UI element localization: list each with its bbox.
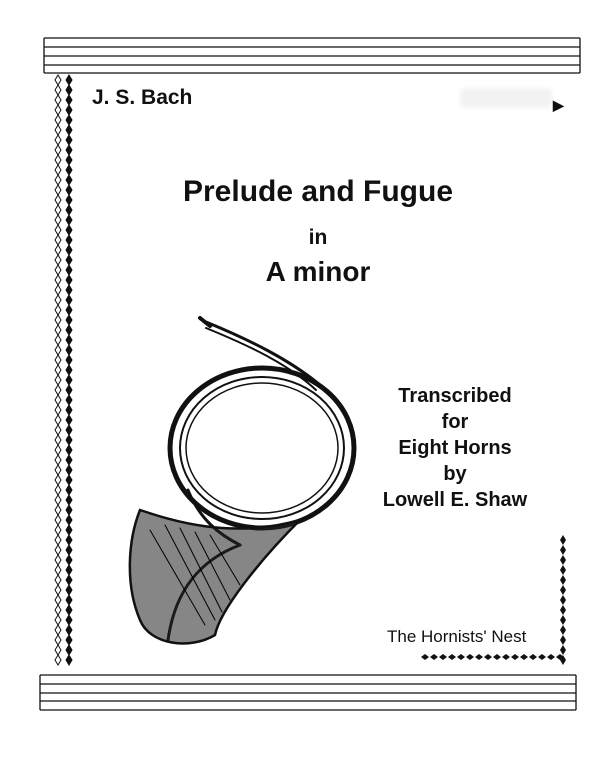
diamond-ornament [560,625,566,635]
diamond-ornament [66,475,72,485]
key-signature: A minor [265,256,371,287]
diamond-ornament [66,135,72,145]
diamond-ornament [560,575,566,585]
diamond-ornament [55,425,61,435]
diamond-ornament [55,85,61,95]
diamond-ornament [55,465,61,475]
diamond-ornament [475,654,483,660]
publisher-name: The Hornists' Nest [387,627,527,646]
diamond-ornament [66,305,72,315]
diamond-ornament [55,215,61,225]
diamond-ornament [55,385,61,395]
diamond-ornament [55,505,61,515]
diamond-ornament [55,355,61,365]
arranger-name: Lowell E. Shaw [382,489,528,511]
diamond-ornament [66,375,72,385]
diamond-ornament [493,654,501,660]
diamond-ornament [66,635,72,645]
diamond-ornament [66,75,72,85]
diamond-ornament [66,445,72,455]
diamond-ornament [560,605,566,615]
diamond-ornament [66,165,72,175]
diamond-ornament [55,515,61,525]
diamond-ornament [66,645,72,655]
diamond-ornament [66,365,72,375]
diamond-ornament [66,125,72,135]
diamond-ornament [66,395,72,405]
diamond-ornament [55,635,61,645]
bottom-diamond-border [421,654,564,660]
diamond-ornament [66,625,72,635]
diamond-ornament [55,495,61,505]
diamond-ornament [55,485,61,495]
diamond-ornament [448,654,456,660]
diamond-ornament [502,654,510,660]
diamond-ornament [66,345,72,355]
diamond-ornament [66,615,72,625]
french-horn-icon [130,318,354,643]
diamond-ornament [55,295,61,305]
diamond-ornament [457,654,465,660]
diamond-ornament [66,605,72,615]
diamond-ornament [560,635,566,645]
diamond-ornament [55,615,61,625]
diamond-ornament [66,495,72,505]
diamond-ornament [66,155,72,165]
diamond-ornament [66,555,72,565]
title-connector: in [308,226,328,249]
diamond-ornament [66,355,72,365]
credit-line: by [443,463,467,485]
diamond-ornament [66,485,72,495]
diamond-ornament [55,545,61,555]
diamond-ornament [560,535,566,545]
diamond-ornament [55,325,61,335]
diamond-ornament [55,115,61,125]
diamond-ornament [430,654,438,660]
diamond-ornament [55,305,61,315]
diamond-ornament [484,654,492,660]
diamond-ornament [66,515,72,525]
diamond-ornament [66,585,72,595]
diamond-ornament [66,95,72,105]
diamond-ornament [55,565,61,575]
diamond-ornament [55,75,61,85]
diamond-ornament [66,565,72,575]
page-title: Prelude and Fugue [182,175,454,208]
diamond-ornament [560,565,566,575]
diamond-ornament [55,105,61,115]
diamond-ornament [66,545,72,555]
diamond-ornament [66,575,72,585]
diamond-ornament [560,585,566,595]
diamond-ornament [560,615,566,625]
diamond-ornament [66,105,72,115]
diamond-ornament [66,405,72,415]
diamond-ornament [55,625,61,635]
diamond-ornament [55,375,61,385]
diamond-ornament [560,645,566,655]
diamond-ornament [55,605,61,615]
diamond-ornament [55,135,61,145]
diamond-ornament [421,654,429,660]
diamond-ornament [66,145,72,155]
bullet-mark: ▶ [553,97,564,113]
diamond-ornament [55,395,61,405]
diamond-ornament [55,455,61,465]
diamond-ornament [66,595,72,605]
diamond-ornament [55,345,61,355]
diamond-ornament [55,405,61,415]
diamond-ornament [55,595,61,605]
diamond-ornament [66,215,72,225]
diamond-ornament [55,315,61,325]
diamond-ornament [66,335,72,345]
diamond-ornament [66,465,72,475]
diamond-ornament [55,365,61,375]
diamond-ornament [560,595,566,605]
diamond-ornament [520,654,528,660]
diamond-ornament [55,475,61,485]
diamond-ornament [55,535,61,545]
diamond-ornament [529,654,537,660]
credit-line: Eight Horns [398,437,512,459]
diamond-ornament [66,455,72,465]
diamond-ornament [66,315,72,325]
diamond-ornament [66,415,72,425]
diamond-ornament [55,645,61,655]
diamond-ornament [55,335,61,345]
diamond-ornament [466,654,474,660]
credit-line: for [441,411,469,433]
diamond-ornament [55,95,61,105]
diamond-ornament [55,575,61,585]
composer-name: J. S. Bach [92,86,193,109]
diamond-ornament [66,115,72,125]
diamond-ornament [538,654,546,660]
right-diamond-border [560,535,566,665]
diamond-ornament [55,445,61,455]
left-diamond-border [55,75,72,665]
diamond-ornament [55,525,61,535]
diamond-ornament [55,125,61,135]
diamond-ornament [66,535,72,545]
diamond-ornament [55,555,61,565]
diamond-ornament [66,425,72,435]
diamond-ornament [66,435,72,445]
diamond-ornament [511,654,519,660]
credit-line: Transcribed [398,385,512,407]
diamond-ornament [66,525,72,535]
diamond-ornament [439,654,447,660]
diamond-ornament [66,325,72,335]
diamond-ornament [66,505,72,515]
diamond-ornament [55,155,61,165]
diamond-ornament [66,385,72,395]
diamond-ornament [55,435,61,445]
diamond-ornament [55,655,61,665]
diamond-ornament [560,545,566,555]
diamond-ornament [560,555,566,565]
diamond-ornament [55,165,61,175]
diamond-ornament [547,654,555,660]
scanner-smudge [460,88,552,108]
diamond-ornament [55,145,61,155]
diamond-ornament [66,655,72,665]
diamond-ornament [55,585,61,595]
diamond-ornament [55,415,61,425]
diamond-ornament [66,295,72,305]
diamond-ornament [66,85,72,95]
